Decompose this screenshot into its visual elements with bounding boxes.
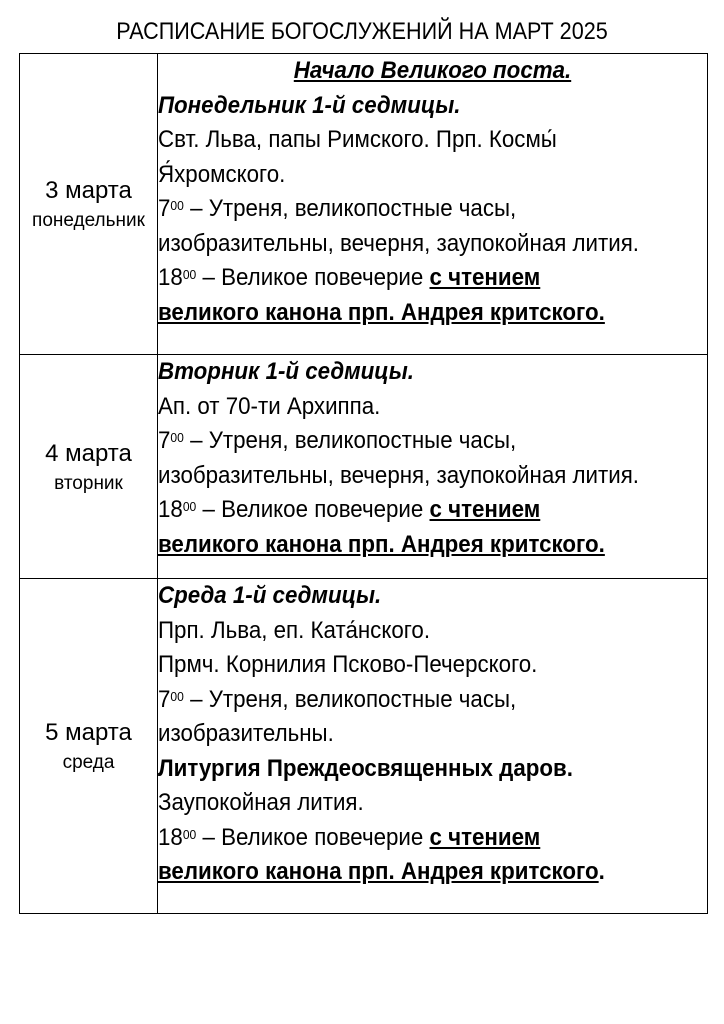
saints-text: Свт. Льва, папы Римского. Прп. Космы́	[158, 126, 557, 153]
table-row	[20, 355, 708, 579]
service-cell	[158, 54, 708, 355]
liturgy-text: Литургия Преждеосвященных даров.	[158, 754, 573, 782]
canon-reading: великого канона прп. Андрея критского.	[158, 298, 605, 326]
service-time-minutes: 00	[182, 267, 197, 282]
schedule-table	[19, 53, 708, 914]
lent-heading: Начало Великого поста.	[293, 57, 572, 84]
service-text: – Утреня, великопостные часы,	[183, 195, 517, 222]
saints-text: Я́хромского.	[158, 160, 286, 188]
service-text: – Великое повечерие	[196, 823, 430, 851]
canon-reading-line	[158, 855, 669, 890]
weekday-label: понедельник	[32, 210, 145, 231]
week-title: Среда 1-й седмицы.	[158, 582, 382, 609]
morning-service	[158, 192, 669, 227]
service-time: 18	[158, 823, 183, 851]
litia-text: Заупокойная лития.	[158, 789, 364, 816]
week-title: Вторник 1-й седмицы.	[158, 358, 414, 385]
canon-reading: великого канона прп. Андрея критского.	[158, 530, 605, 558]
table-row	[20, 579, 708, 914]
date-label: 3 марта	[45, 177, 132, 204]
date-cell	[20, 579, 158, 914]
evening-service	[158, 821, 669, 856]
canon-reading: с чтением	[429, 264, 541, 291]
morning-service	[158, 424, 669, 459]
service-time: 7	[158, 685, 171, 713]
morning-service	[158, 683, 669, 718]
service-time-minutes: 00	[170, 430, 184, 445]
service-time: 18	[158, 496, 183, 523]
service-text: изобразительны, вечерня, заупокойная лития.	[158, 229, 639, 257]
table-row	[20, 54, 708, 355]
week-title: Понедельник 1-й седмицы.	[158, 91, 461, 119]
service-time: 7	[158, 195, 171, 222]
service-text: – Утреня, великопостные часы,	[183, 427, 517, 454]
saints-text: Прп. Льва, еп. Ката́нского.	[158, 616, 431, 644]
date-label: 5 марта	[45, 719, 132, 746]
service-time-minutes: 00	[182, 826, 197, 842]
service-text: изобразительны, вечерня, заупокойная лития.	[158, 461, 639, 489]
date-cell	[20, 355, 158, 579]
canon-reading-end: .	[598, 858, 605, 885]
canon-reading: с чтением	[429, 823, 541, 851]
date-label: 4 марта	[45, 439, 132, 467]
saints-text: Прмч. Корнилия Псково-Печерского.	[158, 651, 538, 678]
service-text: – Великое повечерие	[196, 264, 430, 291]
service-time-minutes: 00	[170, 688, 184, 704]
service-cell	[158, 355, 708, 579]
canon-reading: великого канона прп. Андрея критского	[158, 858, 599, 885]
date-cell	[20, 54, 158, 355]
service-time: 18	[158, 264, 183, 291]
service-time: 7	[158, 427, 171, 454]
page-title: РАСПИСАНИЕ БОГОСЛУЖЕНИЙ НА МАРТ 2025	[116, 18, 608, 45]
service-text: изобразительны.	[158, 720, 334, 747]
service-time-minutes: 00	[170, 198, 184, 213]
weekday-label: вторник	[54, 472, 123, 494]
service-cell	[158, 579, 708, 914]
evening-service	[158, 493, 669, 528]
service-time-minutes: 00	[182, 499, 197, 514]
evening-service	[158, 261, 669, 296]
weekday-label: среда	[62, 752, 115, 773]
canon-reading: с чтением	[429, 496, 541, 523]
service-text: – Великое повечерие	[196, 496, 430, 523]
saints-text: Ап. от 70-ти Архиппа.	[158, 392, 381, 420]
service-text: – Утреня, великопостные часы,	[183, 685, 517, 713]
